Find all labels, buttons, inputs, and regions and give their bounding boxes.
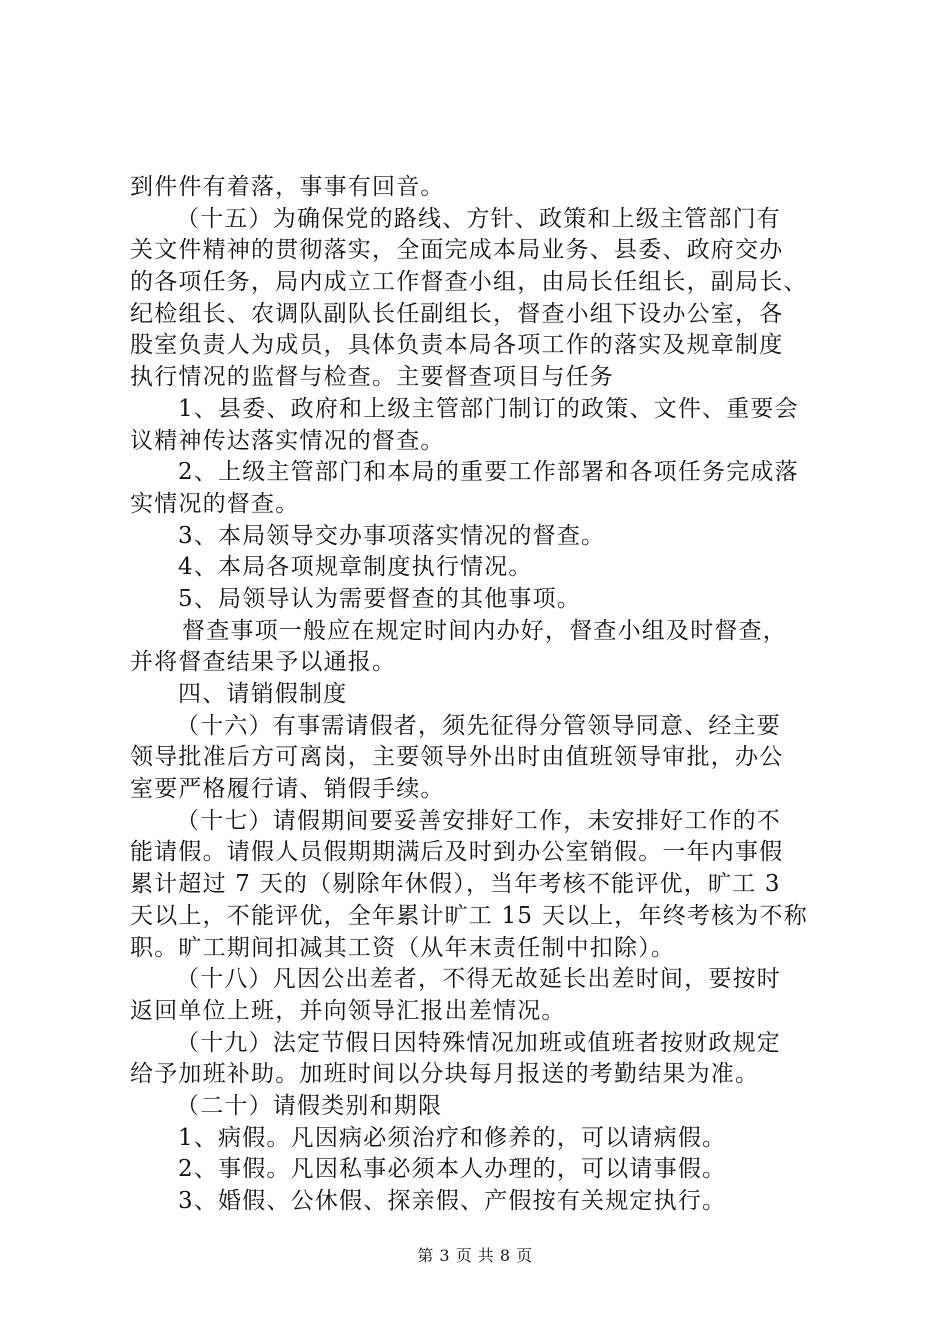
text-line: 领导批准后方可离岗，主要领导外出时由值班领导审批，办公: [130, 744, 784, 771]
text-line: （二十）请假类别和期限: [176, 1092, 443, 1119]
text-line: 实情况的督查。: [130, 490, 300, 517]
text-line: 职。旷工期间扣减其工资（从年末责任制中扣除）。: [130, 934, 676, 961]
text-line: 天以上，不能评优，全年累计旷工 15 天以上，年终考核为不称: [130, 902, 808, 929]
text-line: （十五）为确保党的路线、方针、政策和上级主管部门有: [176, 205, 781, 232]
text-line: 2、上级主管部门和本局的重要工作部署和各项任务完成落: [178, 459, 799, 486]
text-line: （十九）法定节假日因特殊情况加班或值班者按财政规定: [176, 1029, 781, 1056]
text-line: 返回单位上班，并向领导汇报出差情况。: [130, 997, 566, 1024]
text-line: 能请假。请假人员假期期满后及时到办公室销假。一年内事假: [130, 839, 784, 866]
page-footer: 第 3 页 共 8 页: [417, 1246, 533, 1265]
text-line: 2、事假。凡因私事必须本人办理的，可以请事假。: [178, 1156, 727, 1183]
text-line: 议精神传达落实情况的督查。: [130, 427, 445, 454]
text-line: （十七）请假期间要妥善安排好工作，未安排好工作的不: [176, 807, 781, 834]
text-line: 到件件有着落，事事有回音。: [130, 174, 445, 200]
text-line: 5、局领导认为需要督查的其他事项。: [178, 585, 582, 612]
text-line: 关文件精神的贯彻落实，全面完成本局业务、县委、政府交办: [130, 237, 784, 264]
text-line: 累计超过 7 天的（剔除年休假），当年考核不能评优，旷工 3: [130, 871, 781, 898]
text-line: 1、县委、政府和上级主管部门制订的政策、文件、重要会: [178, 395, 799, 422]
text-line: 1、病假。凡因病必须治疗和修养的，可以请病假。: [178, 1124, 727, 1151]
text-line: （十八）凡因公出差者，不得无故延长出差时间，要按时: [176, 966, 781, 993]
text-line: 3、婚假、公休假、探亲假、产假按有关规定执行。: [178, 1188, 727, 1214]
text-line: 给予加班补助。加班时间以分块每月报送的考勤结果为准。: [130, 1061, 760, 1088]
text-line: 4、本局各项规章制度执行情况。: [178, 554, 533, 581]
text-line: （十六）有事需请假者，须先征得分管领导同意、经主要: [176, 712, 781, 739]
document-body: [130, 172, 830, 1218]
text-line: 室要严格履行请、销假手续。: [130, 776, 445, 803]
text-line: 股室负责人为成员，具体负责本局各项工作的落实及规章制度: [130, 332, 784, 359]
text-line: 四、请销假制度: [178, 681, 348, 707]
text-line: 并将督查结果予以通报。: [130, 649, 397, 676]
text-line: 督查事项一般应在规定时间内办好，督查小组及时督查，: [182, 617, 787, 644]
text-line: 执行情况的监督与检查。主要督查项目与任务: [130, 364, 614, 391]
text-line: 3、本局领导交办事项落实情况的督查。: [178, 522, 606, 549]
text-line: 的各项任务，局内成立工作督查小组，由局长任组长，副局长、: [130, 269, 808, 296]
text-line: 纪检组长、农调队副队长任副组长，督查小组下设办公室，各: [130, 300, 784, 327]
